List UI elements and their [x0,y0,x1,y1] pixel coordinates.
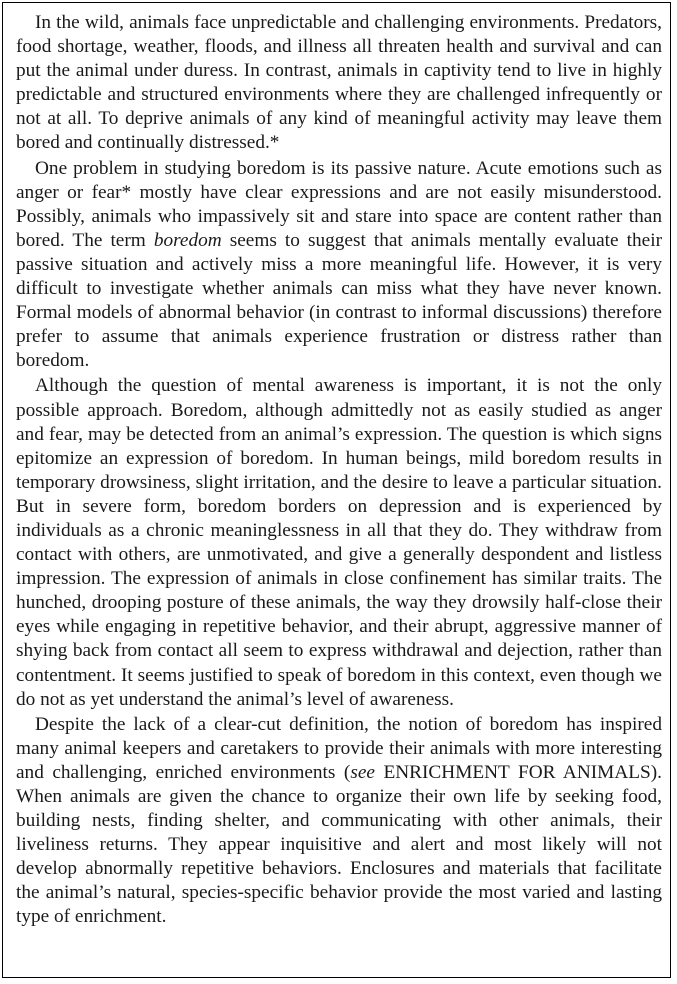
paragraph-3-text: Although the question of mental awareness is important, it is not the only possible approach. Boredom, although admittedly not as easily studied as anger and fear, may be detected from an animal’s expression. The question is which signs epitomize an expression of boredom. In human beings, mild boredom results in temporary drowsiness, slight irritation, and the desire to leave a particular situation. But in severe form, boredom borders on depression and is experienced by individuals as a chronic meaninglessness in all that they do. They withdraw from contact with others, are unmotivated, and give a generally despondent and listless impression. The expression of animals in close confinement has similar traits. The hunched, drooping posture of these animals, the way they drowsily half-close their eyes while engaging in repetitive behavior, and their abrupt, aggressive manner of shying back from contact all seem to express withdrawal and dejection, rather than contentment. It seems justified to speak of boredom in this context, even though we do not as yet understand the animal’s level of awareness. [16,375,662,710]
see-italic: see [350,761,375,783]
paragraph-4 [16,713,662,930]
paragraph-4-text-a: Despite the lack of a clear-cut definition, the notion of boredom has inspired many animal keepers and caretakers to provide their animals with more interesting and challenging, enriched environments ( [16,713,662,783]
paragraph-1 [16,11,662,156]
page-border [2,2,671,978]
paragraph-2-text-b: seems to suggest that animals mentally evaluate their passive situation and actively miss a more meaningful life. However, it is very difficult to investigate whether animals can miss what they have never known. Formal models of abnormal behavior (in contrast to informal discussions) therefore prefer to assume that animals experience frustration or distress rather than boredom. [16,229,662,372]
paragraph-1-text: In the wild, animals face unpredictable and challenging environments. Predators, food shortage, weather, floods, and illness all threaten health and survival and can put the animal under duress. In contrast, animals in captivity tend to live in highly predictable and structured environments where they are challenged infrequently or not at all. To deprive animals of any kind of meaningful activity may leave them bored and continually distressed.* [16,12,662,154]
paragraph-3 [16,374,662,711]
paragraph-2 [16,157,662,374]
paragraph-2-text-a: One problem in studying boredom is its passive nature. Acute emotions such as anger or fear* mostly have clear expressions and are not easily misunderstood. Possibly, animals who impassively sit and stare into space are content rather than bored. The term [16,157,662,251]
term-boredom-italic: boredom [153,229,222,251]
paragraph-4-text-b: ). When animals are given the chance to organize their own life by seeking food, building nests, finding shelter, and communicating with other animals, their liveliness returns. They appear inquisitive and alert and most likely will not develop abnormally repetitive behaviors. Enclosures and materials that facilitate the animal’s natural, species-specific behavior provide the most varied and lasting type of enrichment. [16,761,662,928]
cross-reference-enrichment: ENRICHMENT FOR ANIMALS [374,761,651,783]
body-text [16,11,662,930]
